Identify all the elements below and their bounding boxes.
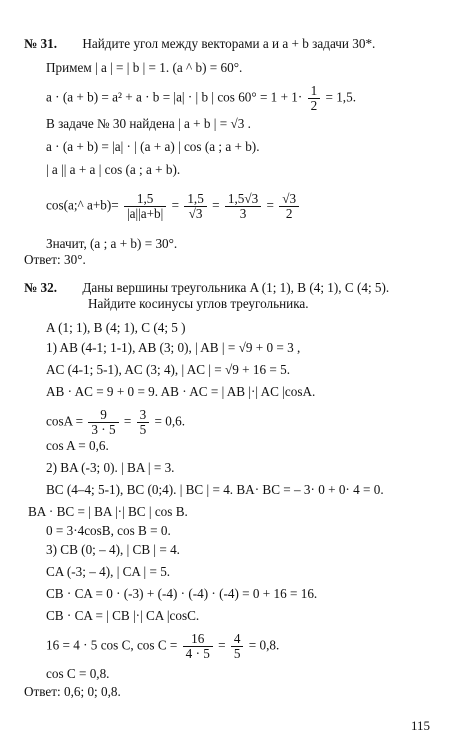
p31-line-1: Примем | a | = | b | = 1. (a ^ b) = 60°. [46,60,243,75]
p32-line-6: cos A = 0,6. [46,438,109,453]
p32-cosA-left: cosA = [46,413,84,429]
p32-cosA-frac-2 [137,408,150,437]
p32-line-9: BA · BC = | BA |·| BC | cos B. [28,504,188,519]
p31-cos-left: cos(a;^ a+b)= [46,197,119,213]
p32-cosC-tail: = 0,8. [248,637,280,653]
equals-sign: = [171,197,180,213]
fraction-num: √3 [282,191,297,206]
fraction-num: 4 [233,631,241,646]
fraction-den: 4 · 5 [183,646,213,661]
problem-31-statement: Найдите угол между векторами a и a + b задачи 30*. [82,36,376,51]
fraction-den: 3 [225,206,261,221]
fraction-num: 9 [100,407,107,422]
p31-line-2-tail: = 1,5. [325,89,356,105]
p32-line-8: BC (4–4; 5-1), BC (0;4). | BC | = 4. BA· BC = – 3· 0 + 0· 4 = 0. [46,482,384,497]
p31-line-7: Значит, (a ; a + b) = 30°. [46,236,178,251]
fraction-num: 3 [139,407,147,422]
fraction-num: 16 [191,631,205,646]
p31-line-2-fraction [308,84,321,113]
equals-sign: = [266,197,274,213]
p32-cosC-frac-2 [231,632,244,661]
fraction-den: √3 [184,206,206,221]
problem-32-statement-1: Даны вершины треугольника A (1; 1), B (4; 1), C (4; 5). [82,280,390,295]
p32-line-5 [46,408,185,437]
p32-line-2: 1) AB (4-1; 1-1), AB (3; 0), | AB | = √9 + 0 = 3 , [46,340,301,355]
fraction-den: 5 [137,422,150,437]
p31-line-5: | a || a + a | cos (a ; a + b). [46,162,181,177]
problem-32-statement-2: Найдите косинусы углов треугольника. [88,296,309,311]
fraction-den: 2 [308,98,321,113]
p32-cosA-tail: = 0,6. [154,413,186,429]
problem-31-number: № 31. [24,36,58,51]
equals-sign: = [218,637,226,653]
p32-line-13: CB · CA = 0 · (-3) + (-4) · (-4) · (-4) = 0 + 16 = 16. [46,586,318,601]
page-number: 115 [410,718,430,733]
p31-line-2 [46,84,356,113]
p32-cosC-left: 16 = 4 · 5 cos C, cos C = [46,637,178,653]
fraction-num: 1,5 [187,191,204,206]
p31-line-6 [46,192,301,221]
p32-line-12: CA (-3; – 4), | CA | = 5. [46,564,171,579]
p32-line-11: 3) CB (0; – 4), | CB | = 4. [46,542,180,557]
equals-sign: = [123,413,132,429]
p31-line-3: В задаче № 30 найдена | a + b | = √3 . [46,116,251,131]
fraction-num: 1,5√3 [227,191,259,206]
fraction-den: |a||a+b| [124,206,166,221]
fraction-den: 2 [279,206,299,221]
p32-line-15 [46,632,279,661]
p32-line-1: A (1; 1), B (4; 1), C (4; 5 ) [46,320,186,335]
fraction-den: 3 · 5 [88,422,118,437]
p32-line-10: 0 = 3·4cosB, cos B = 0. [46,523,171,538]
p32-line-16: cos C = 0,8. [46,666,110,681]
p32-line-7: 2) BA (-3; 0). | BA | = 3. [46,460,175,475]
fraction-den: 5 [231,646,244,661]
p31-line-4: a · (a + b) = |a| · | (a + a) | cos (a ; a + b). [46,139,260,154]
p31-frac-2 [184,192,206,221]
fraction-num: 1 [310,83,318,98]
p32-line-4: AB · AC = 9 + 0 = 9. AB · AC = | AB |·| AC |cosA. [46,384,316,399]
p31-line-2-text: a · (a + b) = a² + a · b = |a| · | b | cos 60° = 1 + 1· [46,89,303,105]
problem-31-header [24,36,375,51]
p32-cosA-frac-1 [88,408,118,437]
equals-sign: = [212,197,220,213]
p31-frac-1 [124,192,166,221]
fraction-num: 1,5 [136,191,154,206]
p31-answer: Ответ: 30°. [24,252,86,267]
p32-answer: Ответ: 0,6; 0; 0,8. [24,684,121,699]
problem-32-header [24,280,389,295]
p31-frac-3 [225,192,261,221]
p32-line-14: CB · CA = | CB |·| CA |cosC. [46,608,200,623]
p32-line-3: AC (4-1; 5-1), AC (3; 4), | AC | = √9 + 16 = 5. [46,362,290,377]
p31-frac-4 [279,192,299,221]
p32-cosC-frac-1 [183,632,213,661]
problem-32-number: № 32. [24,280,58,295]
